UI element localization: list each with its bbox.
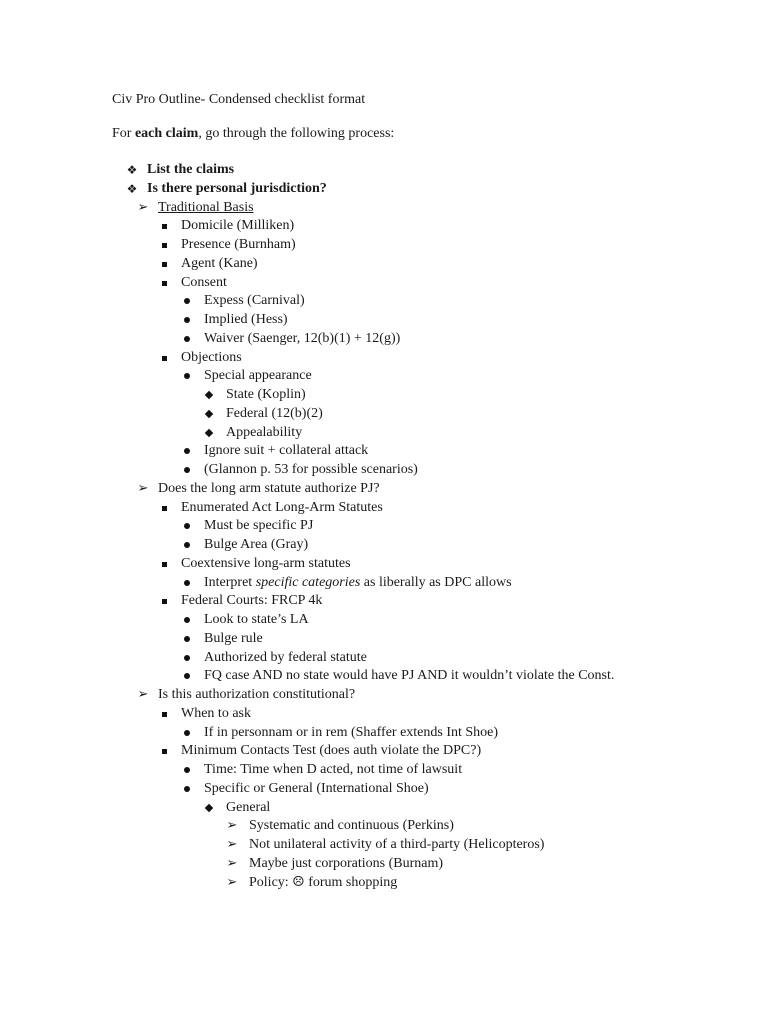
- arrowhead-bullet-icon: ➢: [226, 818, 238, 834]
- outline-item: [0, 836, 768, 854]
- dot-bullet-icon: [181, 461, 193, 479]
- intro-bold: each claim: [134, 126, 199, 141]
- arrowhead-bullet-icon: ➢: [137, 199, 149, 215]
- outline-item-label: State (Koplin): [226, 387, 306, 402]
- outline-item: [0, 367, 768, 385]
- outline-item-text: [204, 780, 429, 798]
- square-bullet-icon: [158, 742, 170, 760]
- outline-item-label: Minimum Contacts Test (does auth violate the DPC?): [181, 743, 482, 759]
- outline-item-label: Interpret: [204, 574, 256, 590]
- outline-item-text: [204, 461, 418, 479]
- outline-item: [0, 386, 768, 404]
- outline-item-label: (Glannon p. 53 for possible scenarios): [204, 462, 418, 477]
- outline-item-label: Bulge Area (Gray): [204, 537, 309, 552]
- outline-item: [0, 274, 768, 292]
- outline-item-text: [147, 180, 327, 198]
- outline-item-label: Objections: [181, 349, 242, 365]
- outline-item-text: [204, 536, 308, 554]
- outline-item: [0, 405, 768, 423]
- outline-item-text: [204, 574, 512, 592]
- outline-item: [0, 780, 768, 798]
- arrowhead-bullet-icon: ➢: [226, 874, 238, 890]
- outline-item-label: Not unilateral activity of a third-party (Helicopteros): [249, 837, 545, 852]
- outline-item-label: List the claims: [147, 162, 235, 177]
- outline-item-text: [181, 217, 294, 235]
- outline-item: [0, 799, 768, 817]
- square-bullet-icon: [158, 705, 170, 723]
- outline-item: [0, 686, 768, 704]
- outline-item-label: Is this authorization constitutional?: [158, 687, 356, 702]
- outline-item: [0, 292, 768, 310]
- dot-bullet-icon: [181, 517, 193, 535]
- outline-item: [0, 311, 768, 329]
- dot-bullet-icon: [181, 780, 193, 798]
- outline-item-text: [204, 367, 312, 385]
- outline-item-text: [226, 424, 302, 442]
- outline-item-label: Bulge rule: [204, 630, 263, 646]
- dot-bullet-icon: [181, 649, 193, 667]
- outline-item: [0, 874, 768, 892]
- outline-item-label: FQ case AND no state would have PJ AND it wouldn’t violate the Const.: [204, 668, 615, 684]
- outline-item-text: [204, 517, 313, 535]
- outline-item-text: [249, 836, 544, 854]
- diamond-bullet-icon: [203, 386, 215, 404]
- outline-item-label: Time: Time when D acted, not time of lawsuit: [204, 762, 463, 777]
- outline-item: [0, 574, 768, 592]
- outline-item-label: Agent (Kane): [181, 255, 258, 271]
- outline-item-label: Is there personal jurisdiction?: [147, 180, 327, 196]
- square-bullet-icon: [158, 236, 170, 254]
- outline-item-text: [181, 705, 251, 723]
- dot-bullet-icon: [181, 442, 193, 460]
- outline-item-text: [181, 592, 322, 610]
- outline-item-label: Authorized by federal statute: [204, 649, 367, 665]
- outline-item-text: [204, 330, 400, 348]
- intro-line: [112, 125, 394, 143]
- outline-item-text: [181, 742, 481, 760]
- dot-bullet-icon: [181, 330, 193, 348]
- four-diamond-bullet-icon: ❖: [126, 163, 138, 177]
- outline-item-label: Look to state’s LA: [204, 612, 309, 627]
- outline-item-label: Traditional Basis: [158, 199, 254, 215]
- outline-item: [0, 536, 768, 554]
- outline-item-text: [226, 799, 270, 817]
- outline-item-text: [204, 724, 498, 742]
- outline-item: [0, 255, 768, 273]
- outline-item: [0, 649, 768, 667]
- outline-item: [0, 517, 768, 535]
- outline-item: [0, 442, 768, 460]
- square-bullet-icon: [158, 555, 170, 573]
- outline-item-text: [158, 480, 380, 498]
- outline-item-text: [204, 761, 462, 779]
- outline-item: [0, 555, 768, 573]
- outline-item: [0, 667, 768, 685]
- outline-item: [0, 480, 768, 498]
- dot-bullet-icon: [181, 574, 193, 592]
- document-title: Civ Pro Outline- Condensed checklist format: [112, 92, 366, 107]
- outline-item-label: Specific or General (International Shoe): [204, 780, 429, 796]
- intro-suffix: , go through the following process:: [198, 126, 395, 141]
- outline-item-label: Must be specific PJ: [204, 518, 314, 534]
- dot-bullet-icon: [181, 292, 193, 310]
- diamond-bullet-icon: [203, 799, 215, 817]
- outline-item-text: [226, 386, 306, 404]
- outline-item: [0, 180, 768, 198]
- outline-item-label: Policy: ☹ forum shopping: [249, 874, 398, 890]
- outline-item-label: Federal Courts: FRCP 4k: [181, 593, 323, 609]
- outline-item-label: Appealability: [226, 424, 303, 440]
- outline-item-text: [147, 161, 234, 179]
- outline-item-text: [249, 855, 443, 873]
- outline-item-text: [204, 630, 263, 648]
- outline-item: [0, 217, 768, 235]
- outline-item: [0, 236, 768, 254]
- outline-item: [0, 499, 768, 517]
- arrowhead-bullet-icon: ➢: [137, 687, 149, 702]
- outline-item: [0, 761, 768, 779]
- diamond-bullet-icon: [203, 405, 215, 423]
- outline-item-text: [249, 874, 397, 892]
- square-bullet-icon: [158, 349, 170, 367]
- outline-item: [0, 705, 768, 723]
- outline-item-label: Presence (Burnham): [181, 237, 296, 252]
- outline-item-text: [181, 555, 351, 573]
- square-bullet-icon: [158, 274, 170, 292]
- arrowhead-bullet-icon: ➢: [137, 480, 149, 496]
- outline-item: [0, 592, 768, 610]
- outline-item-label: Enumerated Act Long-Arm Statutes: [181, 499, 383, 515]
- outline-item-label: Federal (12(b)(2): [226, 405, 323, 421]
- outline-item-emphasis: specific categories: [255, 574, 361, 590]
- outline-item: [0, 817, 768, 835]
- dot-bullet-icon: [181, 536, 193, 554]
- dot-bullet-icon: [181, 367, 193, 385]
- outline-item-label: Domicile (Milliken): [181, 218, 295, 234]
- outline-item: [0, 724, 768, 742]
- outline-item: [0, 461, 768, 479]
- square-bullet-icon: [158, 255, 170, 273]
- outline-item-text: [181, 349, 242, 367]
- dot-bullet-icon: [181, 611, 193, 629]
- square-bullet-icon: [158, 217, 170, 235]
- outline-item-label: General: [226, 799, 271, 815]
- outline-item-text: [181, 499, 383, 517]
- outline-item-label: Does the long arm statute authorize PJ?: [158, 480, 380, 496]
- outline-item-label: Consent: [181, 274, 227, 290]
- outline-item: [0, 424, 768, 442]
- four-diamond-bullet-icon: ❖: [126, 181, 138, 196]
- outline-item-text: [158, 686, 355, 704]
- outline-item-text: [181, 274, 227, 292]
- outline-item: [0, 349, 768, 367]
- outline-item-label: Maybe just corporations (Burnam): [249, 855, 444, 871]
- outline-item-label: Coextensive long-arm statutes: [181, 555, 351, 571]
- diamond-bullet-icon: [203, 424, 215, 442]
- outline-item: [0, 742, 768, 760]
- outline-item-label: Implied (Hess): [204, 312, 288, 327]
- outline-item-label: Special appearance: [204, 368, 312, 384]
- outline-item: [0, 330, 768, 348]
- dot-bullet-icon: [181, 724, 193, 742]
- outline-item-suffix: as liberally as DPC allows: [360, 574, 512, 590]
- outline-item-text: [181, 236, 296, 254]
- intro-prefix: For: [112, 126, 135, 141]
- outline-item-text: [249, 817, 454, 835]
- outline-item-text: [204, 292, 305, 310]
- square-bullet-icon: [158, 592, 170, 610]
- outline-item-text: [204, 442, 368, 460]
- outline-item-text: [204, 311, 288, 329]
- outline-item-text: [204, 649, 367, 667]
- arrowhead-bullet-icon: ➢: [226, 837, 238, 852]
- outline-item: [0, 855, 768, 873]
- outline-item: [0, 611, 768, 629]
- outline-item-label: If in personnam or in rem (Shaffer extends Int Shoe): [204, 724, 499, 740]
- square-bullet-icon: [158, 499, 170, 517]
- arrowhead-bullet-icon: ➢: [226, 855, 238, 871]
- outline-item-text: [204, 667, 614, 685]
- outline-item-label: Ignore suit + collateral attack: [204, 443, 369, 459]
- outline-item-label: Waiver (Saenger, 12(b)(1) + 12(g)): [204, 330, 401, 346]
- dot-bullet-icon: [181, 761, 193, 779]
- outline-item-text: [204, 611, 309, 629]
- outline-item-label: When to ask: [181, 705, 251, 721]
- outline-item-label: Expess (Carnival): [204, 293, 305, 309]
- outline-item-text: [226, 405, 323, 423]
- outline-item: [0, 199, 768, 217]
- outline-item: [0, 161, 768, 179]
- dot-bullet-icon: [181, 630, 193, 648]
- dot-bullet-icon: [181, 667, 193, 685]
- outline-item-label: Systematic and continuous (Perkins): [249, 818, 454, 834]
- outline-item-text: [158, 199, 254, 217]
- outline-item-text: [181, 255, 258, 273]
- dot-bullet-icon: [181, 311, 193, 329]
- outline-item: [0, 630, 768, 648]
